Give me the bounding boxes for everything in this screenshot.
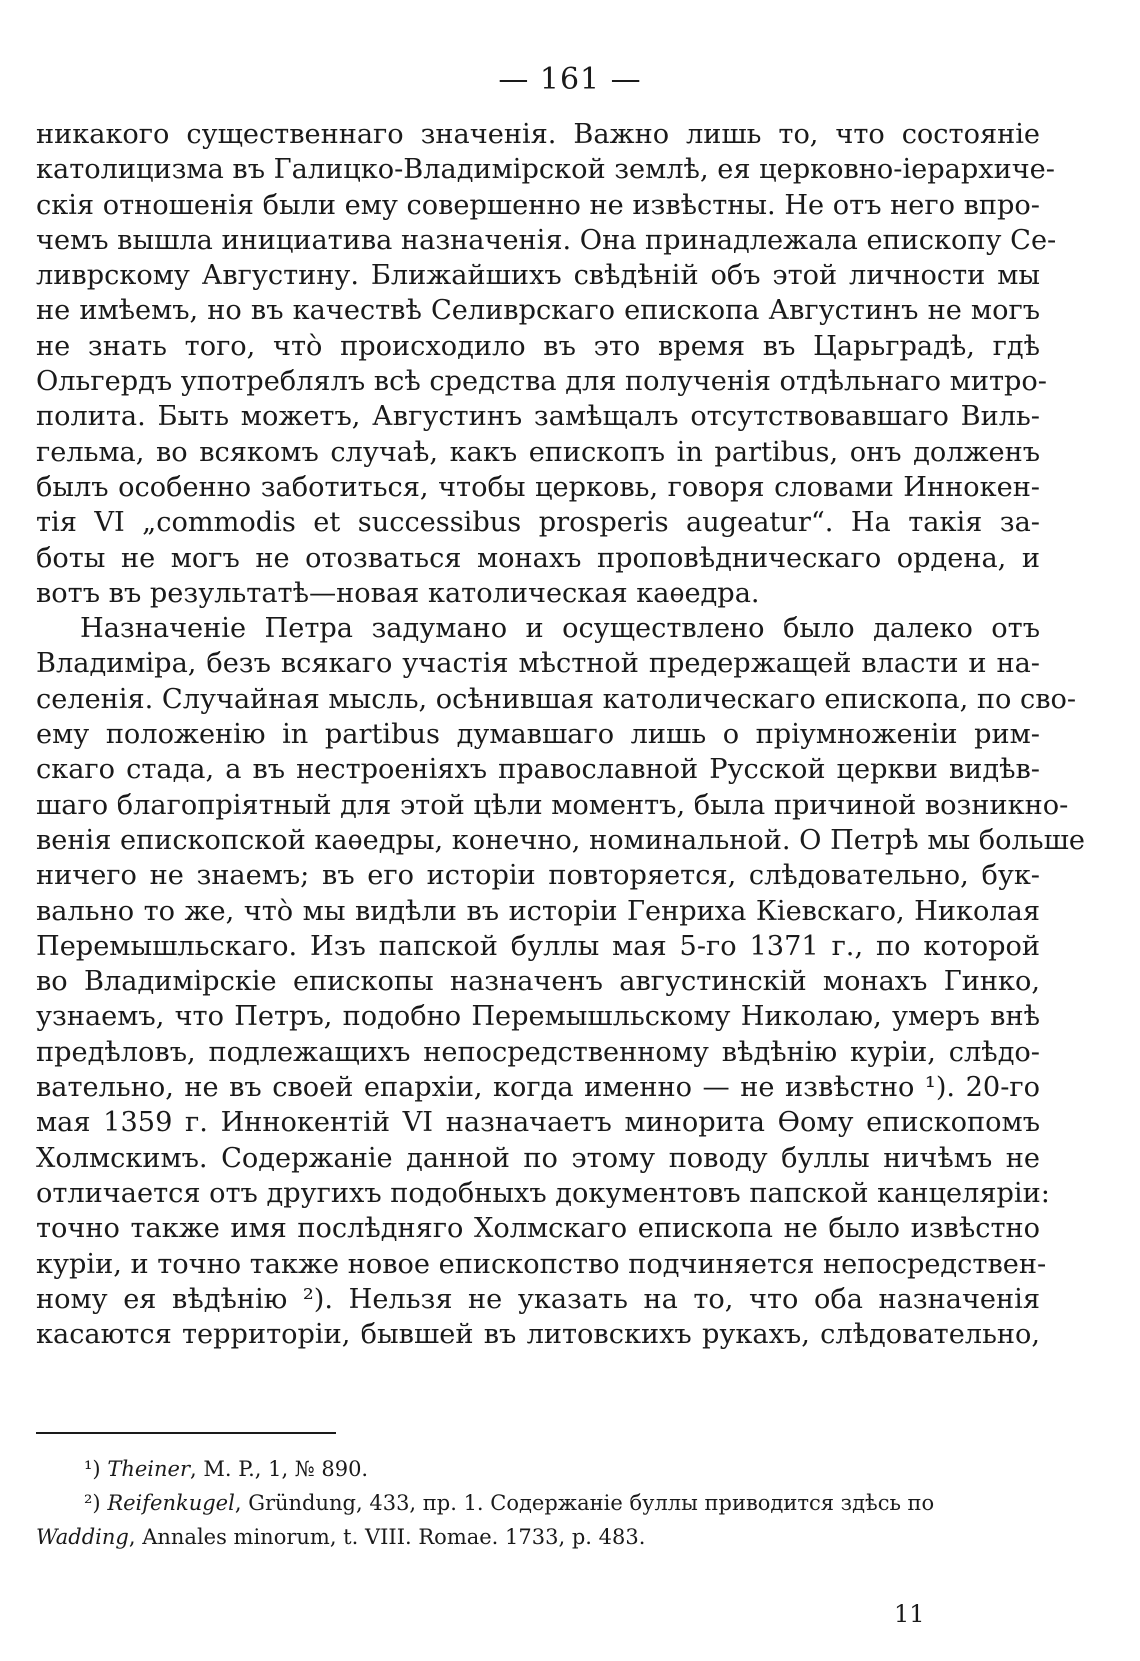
text-line: Владиміра, безъ всякаго участія мѣстной предержащей власти и на- [36,648,1040,680]
text-line: ному ея вѣдѣнію ²). Нельзя не указать на то, что оба назначенія [36,1283,1040,1315]
text-line: узнаемъ, что Петръ, подобно Перемышльскому Николаю, умеръ внѣ [36,1001,1040,1033]
text-line: куріи, и точно также новое епископство подчиняется непосредствен- [36,1248,1047,1280]
text-line: скаго стада, а въ нестроеніяхъ православной Русской церкви видѣв- [36,754,1040,786]
text-line: шаго благопріятный для этой цѣли моментъ, была причиной возникно- [36,789,1069,821]
text-line: вательно, не въ своей епархіи, когда именно — не извѣстно ¹). 20-го [36,1072,1040,1104]
text-line: католицизма въ Галицко-Владимірской землѣ, ея церковно-іерархиче- [36,154,1055,186]
text-line: полита. Быть можетъ, Августинъ замѣщалъ отсутствовавшаго Виль- [36,401,1040,433]
text-line: былъ особенно заботиться, чтобы церковь, говоря словами Иннокен- [36,471,1040,503]
text-line: не имѣемъ, но въ качествѣ Селиврскаго епископа Августинъ не могъ [36,295,1040,327]
signature-mark: 11 [894,1600,925,1628]
footnote-author: Theiner [107,1457,190,1481]
body-text [36,117,1085,1352]
text-line: ничего не знаемъ; въ его исторіи повторяется, слѣдовательно, бук- [36,860,1040,892]
footnote-2-continuation [36,1520,1036,1554]
footnotes [36,1452,1036,1554]
text-line: мая 1359 г. Иннокентій VI назначаетъ минорита Ѳому епископомъ [36,1107,1040,1139]
text-line: Назначеніе Петра задумано и осуществлено было далеко отъ [80,613,1040,645]
footnote-divider [36,1432,336,1434]
text-line: во Владимірскіе епископы назначенъ августинскій монахъ Гинко, [36,966,1040,998]
footnote-text: , Gründung, 433, пр. 1. Содержаніе буллы приводится здѣсь по [234,1491,935,1515]
text-line: точно также имя послѣдняго Холмскаго епископа не было извѣстно [36,1213,1040,1245]
text-line: вотъ въ результатѣ—новая католическая каѳедра. [36,577,760,609]
text-line: тія VI „commodis et successibus prosperis augeatur“. На такія за- [36,507,1040,539]
text-line: отличается отъ другихъ подобныхъ документовъ папской канцеляріи: [36,1177,1050,1209]
text-line: не знать того, что̀ происходило въ это время въ Царьградѣ, гдѣ [36,330,1040,362]
footnote-2 [36,1486,1036,1520]
footnote-marker: ²) [84,1491,101,1515]
footnote-text: , Annales minorum, t. VIII. Romae. 1733, p. 483. [128,1525,646,1549]
text-line: касаются территоріи, бывшей въ литовскихъ рукахъ, слѣдовательно, [36,1319,1040,1351]
footnote-author: Wadding [36,1525,129,1549]
footnote-author: Reifenkugel [107,1491,235,1515]
text-line: боты не могъ не отозваться монахъ проповѣдническаго ордена, и [36,542,1040,574]
text-line: Перемышльскаго. Изъ папской буллы мая 5-го 1371 г., по которой [36,930,1040,962]
text-line: предѣловъ, подлежащихъ непосредственному вѣдѣнію куріи, слѣдо- [36,1036,1040,1068]
text-line: чемъ вышла инициатива назначенія. Она принадлежала епископу Се- [36,224,1057,256]
footnote-1 [36,1452,1036,1486]
text-line: ему положенію in partibus думавшаго лишь о пріумноженіи рим- [36,719,1040,751]
text-line: ливрскому Августину. Ближайшихъ свѣдѣній объ этой личности мы [36,260,1040,292]
text-line: Холмскимъ. Содержаніе данной по этому поводу буллы ничѣмъ не [36,1142,1040,1174]
footnote-text: , M. P., 1, № 890. [189,1457,369,1481]
text-line: гельма, во всякомъ случаѣ, какъ епископъ in partibus, онъ долженъ [36,436,1040,468]
text-line: вально то же, что̀ мы видѣли въ исторіи Генриха Кіевскаго, Николая [36,895,1040,927]
footnote-marker: ¹) [84,1457,101,1481]
text-line: никакого существеннаго значенія. Важно лишь то, что состояніе [36,119,1040,150]
text-line: селенія. Случайная мысль, осѣнившая католическаго епископа, по сво- [36,683,1077,715]
text-line: венія епископской каѳедры, конечно, номинальной. О Петрѣ мы больше [36,824,1085,856]
page-number: — 161 — [498,62,642,97]
text-line: Ольгердъ употреблялъ всѣ средства для полученія отдѣльнаго митро- [36,366,1047,398]
text-line: скія отношенія были ему совершенно не извѣстны. Не отъ него впро- [36,189,1040,221]
